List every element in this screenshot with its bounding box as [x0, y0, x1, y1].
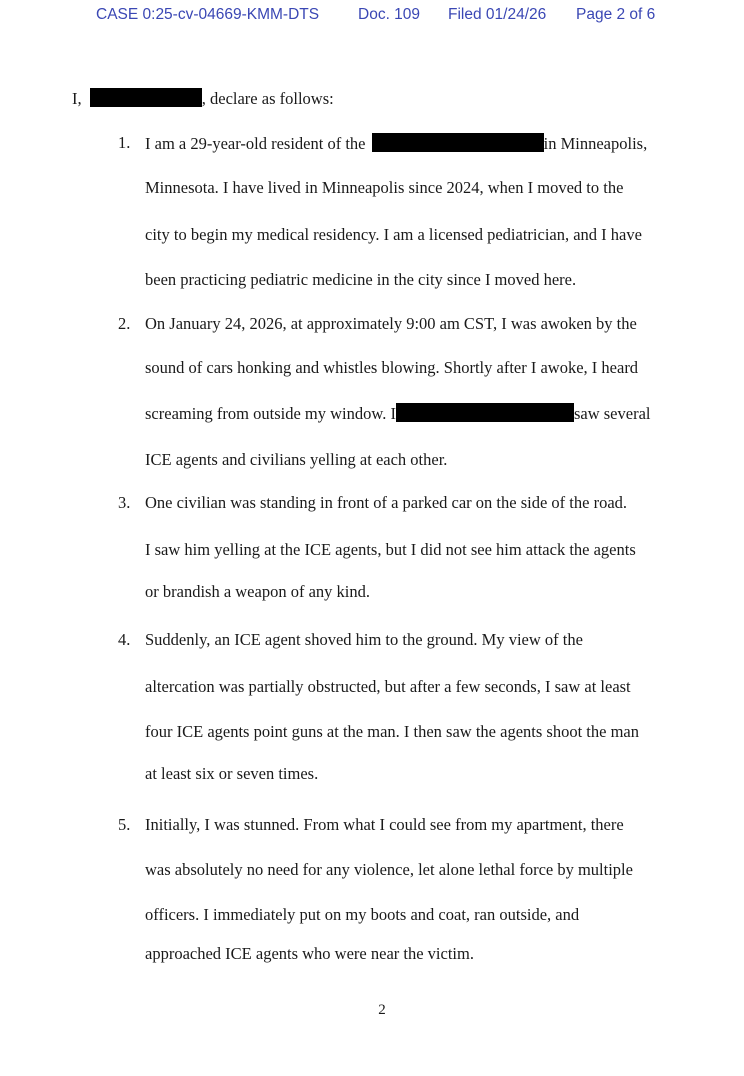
paragraph-line: four ICE agents point guns at the man. I then saw the agents shoot the man	[145, 722, 639, 741]
paragraph-line: One civilian was standing in front of a parked car on the side of the road.	[145, 493, 628, 512]
intro-suffix: , declare as follows:	[201, 89, 334, 108]
paragraph-number: 2.	[118, 314, 131, 333]
intro-line	[72, 88, 334, 109]
paragraph-line: approached ICE agents who were near the victim.	[145, 944, 474, 963]
paragraph-line: Minnesota. I have lived in Minneapolis since 2024, when I moved to the	[145, 178, 624, 197]
paragraph-line: been practicing pediatric medicine in the city since I moved here.	[145, 270, 577, 289]
paragraph-line: altercation was partially obstructed, but after a few seconds, I saw at least	[145, 677, 631, 696]
filed-date: Filed 01/24/26	[448, 6, 547, 23]
line-text: saw several	[573, 404, 651, 423]
paragraph-line: sound of cars honking and whistles blowing. Shortly after I awoke, I heard	[145, 358, 639, 377]
paragraph-line: city to begin my medical residency. I am a licensed pediatrician, and I have	[145, 225, 642, 244]
redacted-name	[90, 88, 202, 107]
paragraph-line: officers. I immediately put on my boots and coat, ran outside, and	[145, 905, 580, 924]
paragraph-line: Initially, I was stunned. From what I could see from my apartment, there	[145, 815, 624, 834]
paragraph-number: 4.	[118, 630, 131, 649]
redacted-location	[372, 133, 544, 152]
line-text: I am a 29-year-old resident of the	[145, 134, 366, 153]
paragraph-line: I saw him yelling at the ICE agents, but I did not see him attack the agents	[145, 540, 636, 559]
paragraph-line: On January 24, 2026, at approximately 9:00 am CST, I was awoken by the	[145, 314, 637, 333]
paragraph-line: was absolutely no need for any violence, let alone lethal force by multiple	[145, 860, 633, 879]
paragraph-line: ICE agents and civilians yelling at each other.	[145, 450, 448, 469]
paragraph-line	[145, 403, 650, 424]
paragraph-line: or brandish a weapon of any kind.	[145, 582, 370, 601]
case-number: CASE 0:25-cv-04669-KMM-DTS	[96, 6, 320, 23]
line-text: screaming from outside my window. I	[145, 404, 396, 423]
page-number: 2	[378, 1002, 386, 1018]
redacted-text	[396, 403, 574, 422]
paragraph-line	[145, 133, 647, 154]
paragraph-number: 3.	[118, 493, 131, 512]
paragraph-number: 5.	[118, 815, 131, 834]
line-text: in Minneapolis,	[543, 134, 648, 153]
page-count: Page 2 of 6	[576, 6, 656, 23]
doc-number: Doc. 109	[358, 6, 421, 23]
intro-prefix: I,	[72, 89, 82, 108]
paragraph-line: Suddenly, an ICE agent shoved him to the ground. My view of the	[145, 630, 583, 649]
paragraph-line: at least six or seven times.	[145, 764, 319, 783]
paragraph-number: 1.	[118, 133, 131, 152]
